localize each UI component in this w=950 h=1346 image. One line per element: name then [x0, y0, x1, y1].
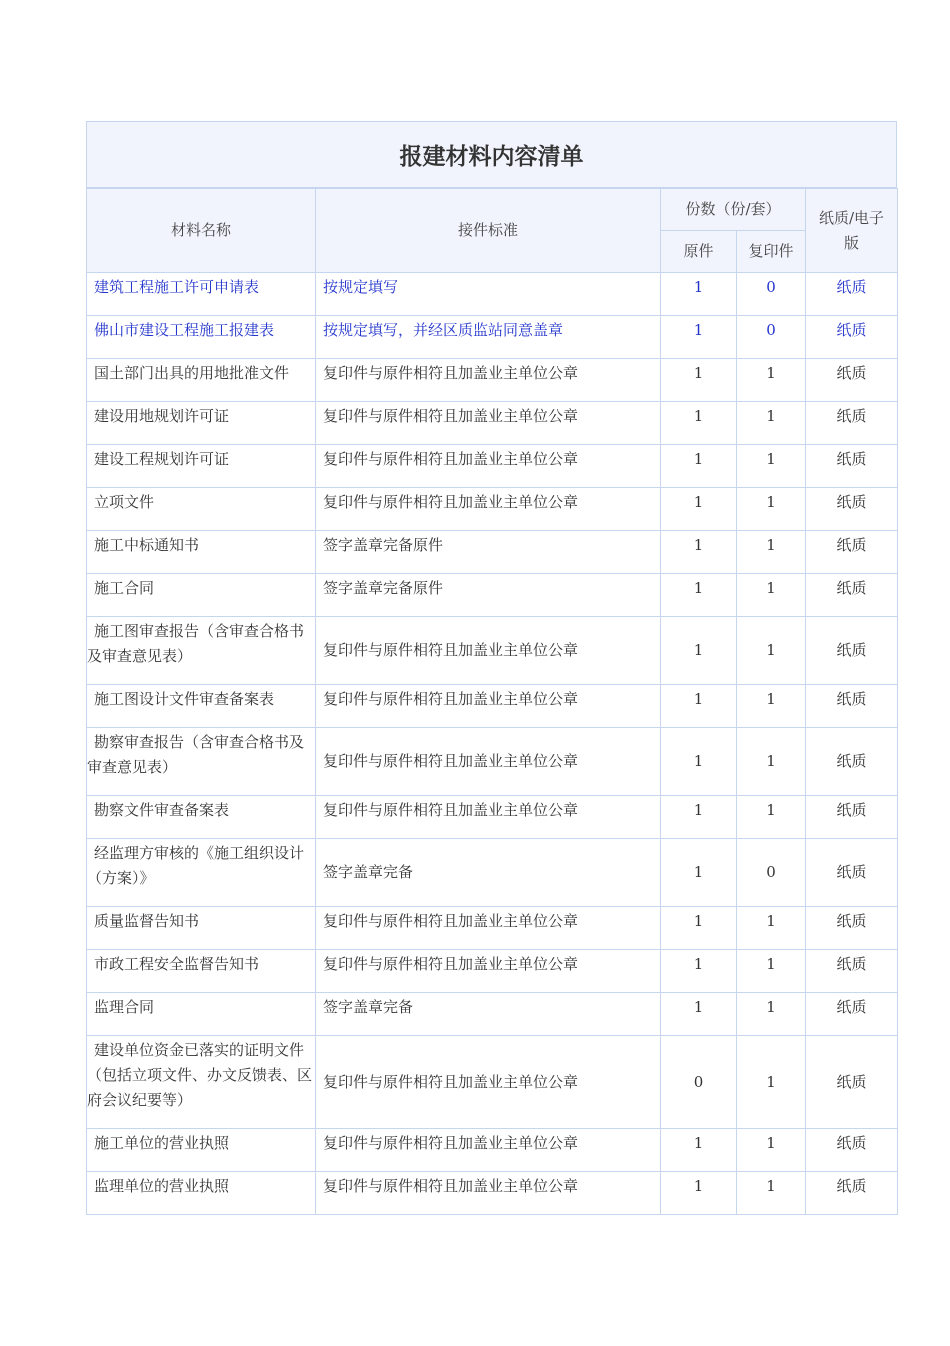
table-row — [87, 950, 898, 993]
table-row — [87, 402, 898, 445]
row-original: 1 — [661, 950, 737, 993]
row-name: 监理合同 — [87, 993, 316, 1036]
header-copy: 复印件 — [737, 231, 806, 273]
row-paper: 纸质 — [806, 907, 898, 950]
row-name: 施工图设计文件审查备案表 — [87, 685, 316, 728]
row-name[interactable]: 建筑工程施工许可申请表 — [87, 273, 316, 316]
row-copy: 1 — [737, 531, 806, 574]
row-name-text: 建设单位资金已落实的证明文件（包括立项文件、办文反馈表、区府会议纪要等） — [87, 1041, 313, 1109]
row-original[interactable]: 1 — [661, 273, 737, 316]
row-original: 1 — [661, 617, 737, 685]
table-row — [87, 1172, 898, 1215]
document — [86, 121, 897, 1215]
row-copy[interactable]: 0 — [737, 273, 806, 316]
table-row — [87, 574, 898, 617]
row-standard: 复印件与原件相符且加盖业主单位公章 — [316, 796, 661, 839]
row-original: 1 — [661, 1129, 737, 1172]
row-copy: 1 — [737, 950, 806, 993]
row-paper: 纸质 — [806, 574, 898, 617]
row-copy: 1 — [737, 1129, 806, 1172]
row-standard: 复印件与原件相符且加盖业主单位公章 — [316, 445, 661, 488]
table-row — [87, 1036, 898, 1129]
row-standard[interactable]: 按规定填写 — [316, 273, 661, 316]
row-name — [87, 1036, 316, 1129]
row-standard: 签字盖章完备 — [316, 993, 661, 1036]
row-copy: 1 — [737, 445, 806, 488]
row-original: 1 — [661, 402, 737, 445]
row-original: 1 — [661, 685, 737, 728]
row-paper[interactable]: 纸质 — [806, 273, 898, 316]
row-original: 1 — [661, 907, 737, 950]
table-row — [87, 993, 898, 1036]
row-standard: 复印件与原件相符且加盖业主单位公章 — [316, 728, 661, 796]
row-paper: 纸质 — [806, 359, 898, 402]
row-paper: 纸质 — [806, 728, 898, 796]
row-name — [87, 839, 316, 907]
row-standard: 复印件与原件相符且加盖业主单位公章 — [316, 402, 661, 445]
materials-table — [86, 188, 898, 1215]
row-original: 1 — [661, 359, 737, 402]
row-standard: 复印件与原件相符且加盖业主单位公章 — [316, 488, 661, 531]
table-row — [87, 839, 898, 907]
table-row — [87, 488, 898, 531]
row-original: 0 — [661, 1036, 737, 1129]
row-name: 质量监督告知书 — [87, 907, 316, 950]
row-original[interactable]: 1 — [661, 316, 737, 359]
row-copy: 1 — [737, 402, 806, 445]
row-paper: 纸质 — [806, 617, 898, 685]
row-standard: 签字盖章完备 — [316, 839, 661, 907]
page-title: 报建材料内容清单 — [399, 143, 584, 170]
table-row — [87, 445, 898, 488]
row-paper: 纸质 — [806, 531, 898, 574]
row-copy: 1 — [737, 796, 806, 839]
row-name: 监理单位的营业执照 — [87, 1172, 316, 1215]
row-original: 1 — [661, 1172, 737, 1215]
header-original: 原件 — [661, 231, 737, 273]
header-paper: 纸质/电子版 — [806, 189, 898, 273]
row-paper: 纸质 — [806, 1129, 898, 1172]
table-row — [87, 685, 898, 728]
row-name: 施工单位的营业执照 — [87, 1129, 316, 1172]
row-copy: 1 — [737, 728, 806, 796]
row-paper: 纸质 — [806, 402, 898, 445]
row-name — [87, 617, 316, 685]
row-standard: 复印件与原件相符且加盖业主单位公章 — [316, 617, 661, 685]
row-copy: 1 — [737, 1036, 806, 1129]
row-original: 1 — [661, 839, 737, 907]
row-standard: 复印件与原件相符且加盖业主单位公章 — [316, 359, 661, 402]
row-paper: 纸质 — [806, 839, 898, 907]
table-row — [87, 907, 898, 950]
row-original: 1 — [661, 445, 737, 488]
row-original: 1 — [661, 488, 737, 531]
row-paper: 纸质 — [806, 488, 898, 531]
row-standard: 复印件与原件相符且加盖业主单位公章 — [316, 685, 661, 728]
row-name: 建设用地规划许可证 — [87, 402, 316, 445]
row-paper: 纸质 — [806, 950, 898, 993]
row-standard: 复印件与原件相符且加盖业主单位公章 — [316, 1172, 661, 1215]
row-standard: 复印件与原件相符且加盖业主单位公章 — [316, 1036, 661, 1129]
row-original: 1 — [661, 796, 737, 839]
row-name: 施工合同 — [87, 574, 316, 617]
row-name-text: 施工图审查报告（含审查合格书及审查意见表） — [87, 622, 305, 665]
table-row — [87, 728, 898, 796]
row-name[interactable]: 佛山市建设工程施工报建表 — [87, 316, 316, 359]
row-name: 立项文件 — [87, 488, 316, 531]
row-standard: 签字盖章完备原件 — [316, 574, 661, 617]
row-copy: 1 — [737, 488, 806, 531]
row-paper: 纸质 — [806, 993, 898, 1036]
row-copy[interactable]: 0 — [737, 316, 806, 359]
table-row — [87, 531, 898, 574]
title-bar — [86, 121, 897, 188]
row-copy: 1 — [737, 993, 806, 1036]
header-name: 材料名称 — [87, 189, 316, 273]
header-standard: 接件标准 — [316, 189, 661, 273]
row-standard: 复印件与原件相符且加盖业主单位公章 — [316, 907, 661, 950]
row-name: 建设工程规划许可证 — [87, 445, 316, 488]
table-row — [87, 316, 898, 359]
row-paper: 纸质 — [806, 796, 898, 839]
row-paper: 纸质 — [806, 445, 898, 488]
row-standard: 复印件与原件相符且加盖业主单位公章 — [316, 1129, 661, 1172]
row-standard: 复印件与原件相符且加盖业主单位公章 — [316, 950, 661, 993]
header-copies: 份数（份/套） — [661, 189, 806, 231]
row-name — [87, 728, 316, 796]
row-paper: 纸质 — [806, 1172, 898, 1215]
row-name-text: 经监理方审核的《施工组织设计（方案）》 — [87, 844, 305, 887]
row-copy: 1 — [737, 685, 806, 728]
row-standard[interactable]: 按规定填写，并经区质监站同意盖章 — [316, 316, 661, 359]
row-original: 1 — [661, 728, 737, 796]
row-paper: 纸质 — [806, 685, 898, 728]
row-name: 市政工程安全监督告知书 — [87, 950, 316, 993]
row-standard: 签字盖章完备原件 — [316, 531, 661, 574]
row-paper: 纸质 — [806, 1036, 898, 1129]
row-copy: 1 — [737, 359, 806, 402]
table-row — [87, 273, 898, 316]
row-name: 国土部门出具的用地批准文件 — [87, 359, 316, 402]
table-row — [87, 796, 898, 839]
row-copy: 1 — [737, 907, 806, 950]
row-name: 勘察文件审查备案表 — [87, 796, 316, 839]
row-copy: 1 — [737, 617, 806, 685]
row-name: 施工中标通知书 — [87, 531, 316, 574]
row-copy: 1 — [737, 1172, 806, 1215]
row-name-text: 勘察审查报告（含审查合格书及审查意见表） — [87, 733, 305, 776]
table-row — [87, 1129, 898, 1172]
row-copy: 1 — [737, 574, 806, 617]
table-row — [87, 359, 898, 402]
row-original: 1 — [661, 531, 737, 574]
row-original: 1 — [661, 574, 737, 617]
row-copy: 0 — [737, 839, 806, 907]
table-row — [87, 617, 898, 685]
row-original: 1 — [661, 993, 737, 1036]
row-paper[interactable]: 纸质 — [806, 316, 898, 359]
